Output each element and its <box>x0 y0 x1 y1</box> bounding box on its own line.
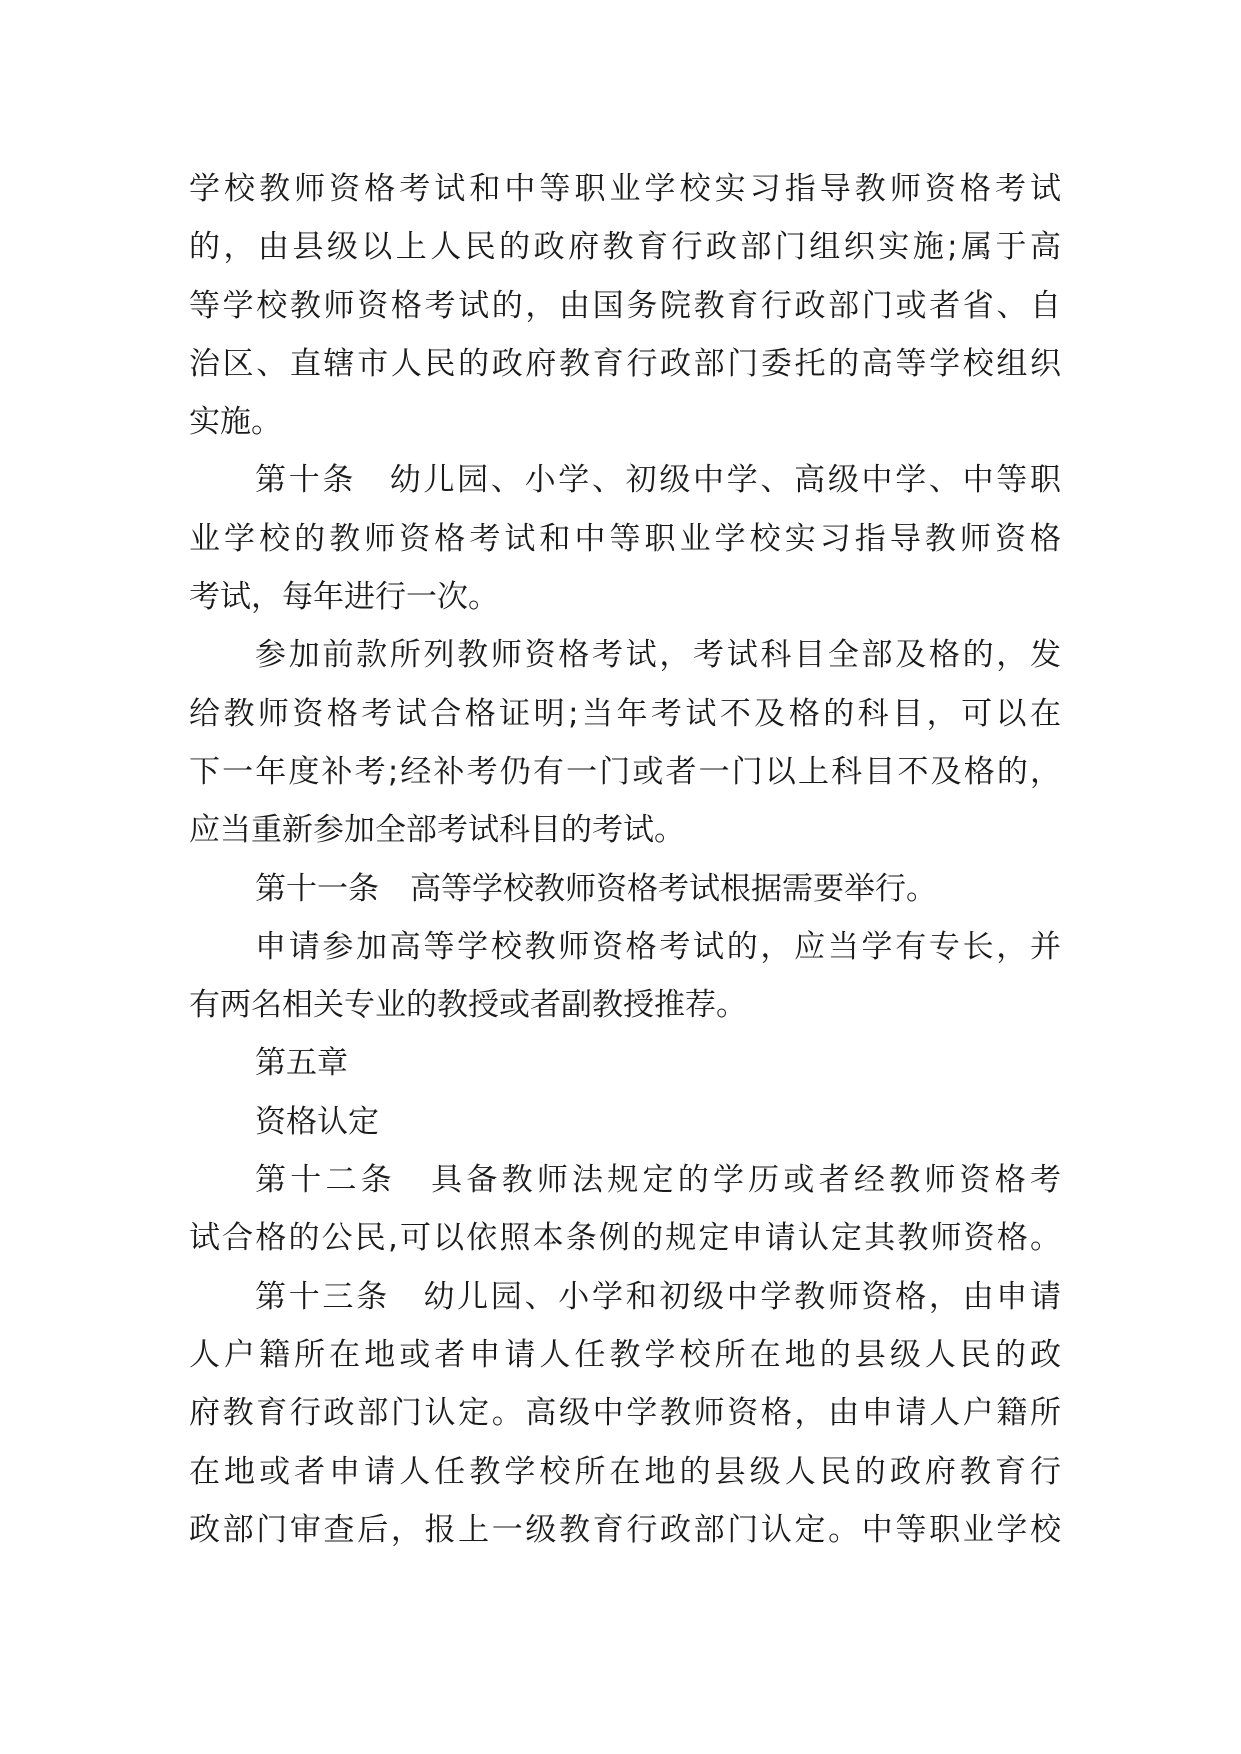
chapter-heading: 第五章 <box>255 1045 348 1082</box>
text-line: 实施。 <box>189 404 282 441</box>
text-line: 学校教师资格考试和中等职业学校实习指导教师资格考试 <box>189 171 1061 207</box>
text-line: 应当重新参加全部考试科目的考试。 <box>189 812 685 849</box>
text-line: 在地或者申请人任教学校所在地的县级人民的政府教育行 <box>189 1453 1061 1490</box>
text-line: 下一年度补考;经补考仍有一门或者一门以上科目不及格的， <box>189 753 1061 790</box>
text-line: 府教育行政部门认定。高级中学教师资格，由申请人户籍所 <box>189 1395 1061 1432</box>
text-line: 有两名相关专业的教授或者副教授推荐。 <box>189 987 747 1024</box>
text-line: 考试，每年进行一次。 <box>189 579 499 616</box>
article-10-heading-line: 第十条 幼儿园、小学、初级中学、高级中学、中等职 <box>255 462 1061 499</box>
article-13-heading-line: 第十三条 幼儿园、小学和初级中学教师资格，由申请 <box>255 1278 1061 1315</box>
text-line: 人户籍所在地或者申请人任教学校所在地的县级人民的政 <box>189 1336 1061 1373</box>
chapter-title: 资格认定 <box>255 1103 379 1140</box>
article-12-heading-line: 第十二条 具备教师法规定的学历或者经教师资格考 <box>255 1162 1061 1199</box>
text-line: 等学校教师资格考试的，由国务院教育行政部门或者省、自 <box>189 287 1061 324</box>
text-line: 申请参加高等学校教师资格考试的，应当学有专长，并 <box>255 928 1061 965</box>
text-line: 治区、直辖市人民的政府教育行政部门委托的高等学校组织 <box>189 345 1061 382</box>
text-line: 的，由县级以上人民的政府教育行政部门组织实施;属于高 <box>189 229 1061 266</box>
article-11-heading-line: 第十一条 高等学校教师资格考试根据需要举行。 <box>255 870 937 907</box>
text-line: 试合格的公民,可以依照本条例的规定申请认定其教师资格。 <box>189 1220 1061 1257</box>
text-line: 政部门审查后，报上一级教育行政部门认定。中等职业学校 <box>189 1511 1061 1548</box>
text-line: 给教师资格考试合格证明;当年考试不及格的科目，可以在 <box>189 695 1061 732</box>
text-line: 参加前款所列教师资格考试，考试科目全部及格的，发 <box>255 637 1061 674</box>
document-body <box>189 160 1061 1559</box>
text-line: 业学校的教师资格考试和中等职业学校实习指导教师资格 <box>189 520 1061 557</box>
